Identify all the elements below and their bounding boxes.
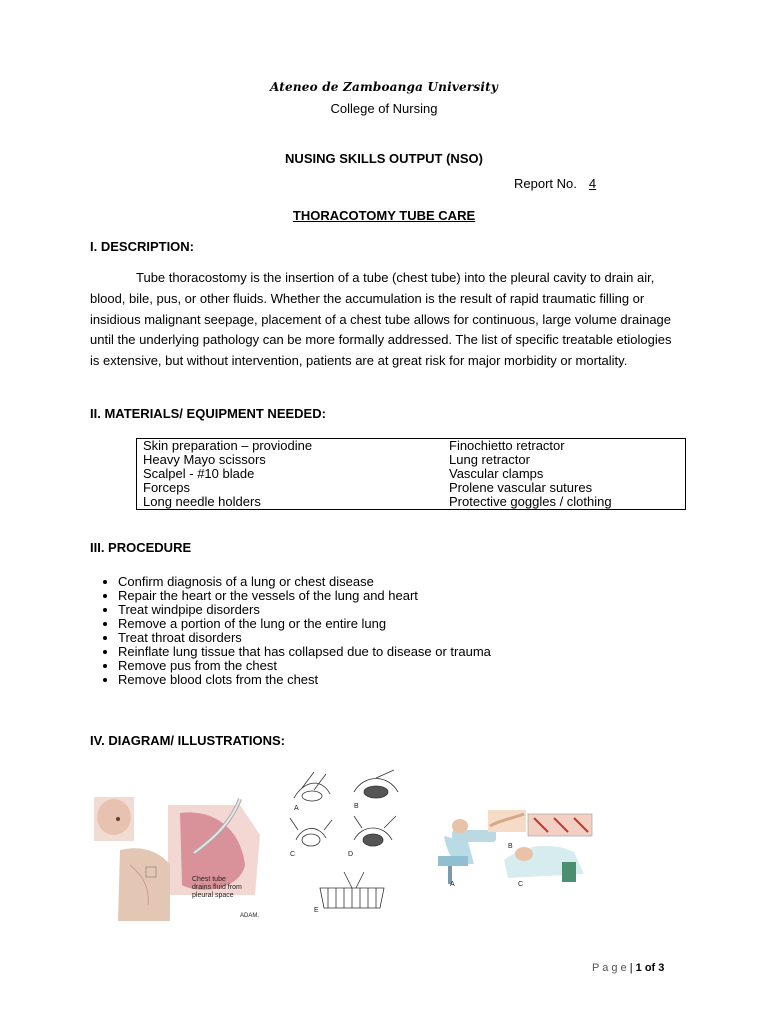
description-heading: I. DESCRIPTION: xyxy=(90,239,195,254)
procedure-heading: III. PROCEDURE xyxy=(90,540,192,555)
panel-label-e: E xyxy=(314,907,319,914)
position-label-a: A xyxy=(450,881,455,888)
panel-label-a: A xyxy=(294,805,299,812)
caption-line-1: Chest tube xyxy=(192,876,226,883)
materials-cell-right: Prolene vascular sutures xyxy=(449,480,593,495)
page-word: P a g e xyxy=(592,962,627,974)
materials-cell-left: Skin preparation – proviodine xyxy=(143,438,313,453)
materials-row xyxy=(137,439,686,454)
materials-table xyxy=(136,438,686,510)
procedure-item: • Confirm diagnosis of a lung or chest disease xyxy=(118,575,491,589)
report-number-line xyxy=(514,176,605,191)
position-label-b: B xyxy=(508,843,513,850)
adam-brand: ADAM. xyxy=(240,913,260,919)
panel-label-b: B xyxy=(354,803,359,810)
patient-side-view xyxy=(118,848,170,921)
surgical-steps-illustration xyxy=(284,768,420,920)
chest-tube-illustration xyxy=(90,795,274,921)
procedure-item: • Remove a portion of the lung or the entire lung xyxy=(118,617,491,631)
page-separator: | xyxy=(629,962,633,974)
description-paragraph: Tube thoracostomy is the insertion of a tube (chest tube) into the pleural cavity to drain air, blood, bile, pus, or other fluids. Whether the accumulation is the result of rapid traumatic filling or insidious malignant seepage, placement of a chest tube allows for continuous, large volume drainage until the underlying pathology can be more formally addressed. The list of specific treatable etiologies is extensive, but without intervention, patients are at great risk for major morbidity or mortality. xyxy=(90,270,672,369)
arm-position-detail xyxy=(488,810,526,832)
materials-cell-right: Protective goggles / clothing xyxy=(449,494,612,509)
procedure-item: • Treat throat disorders xyxy=(118,631,491,645)
panel-label-d: D xyxy=(348,851,354,858)
materials-cell-left: Heavy Mayo scissors xyxy=(143,452,266,467)
materials-cell-left: Scalpel - #10 blade xyxy=(143,466,255,481)
tube-insertion-detail xyxy=(528,814,592,836)
page-count: 1 of 3 xyxy=(635,962,665,974)
procedure-item: • Remove pus from the chest xyxy=(118,659,491,673)
panel-label-c: C xyxy=(290,851,296,858)
diagrams-heading: IV. DIAGRAM/ ILLUSTRATIONS: xyxy=(90,733,285,748)
procedure-item: • Repair the heart or the vessels of the lung and heart xyxy=(118,589,491,603)
materials-cell-right: Finochietto retractor xyxy=(449,438,565,453)
patient-positioning-illustration xyxy=(424,800,596,892)
materials-row xyxy=(137,467,686,481)
materials-row xyxy=(137,495,686,510)
materials-cell-left: Forceps xyxy=(143,480,190,495)
caption-line-3: pleural space xyxy=(192,892,234,899)
report-number: 4 xyxy=(588,176,597,191)
position-label-c: C xyxy=(518,881,524,888)
university-name: Ateneo de Zamboanga University xyxy=(270,80,498,94)
materials-cell-left: Long needle holders xyxy=(143,494,261,509)
report-label: Report No. xyxy=(514,176,577,191)
topic-title: THORACOTOMY TUBE CARE xyxy=(292,208,476,223)
materials-cell-right: Vascular clamps xyxy=(449,466,544,481)
procedure-item: • Remove blood clots from the chest xyxy=(118,673,491,687)
procedure-list xyxy=(90,575,491,687)
nso-title: NUSING SKILLS OUTPUT (NSO) xyxy=(285,151,483,166)
caption-line-2: drains fluid from xyxy=(192,884,242,891)
materials-row xyxy=(137,481,686,495)
torso-figure xyxy=(94,797,134,841)
materials-cell-right: Lung retractor xyxy=(449,452,530,467)
materials-heading: II. MATERIALS/ EQUIPMENT NEEDED: xyxy=(90,406,326,421)
materials-row xyxy=(137,453,686,467)
college-name: College of Nursing xyxy=(330,101,438,116)
procedure-item: • Treat windpipe disorders xyxy=(118,603,491,617)
procedure-item: • Reinflate lung tissue that has collapsed due to disease or trauma xyxy=(118,645,491,659)
page-footer xyxy=(592,962,664,974)
